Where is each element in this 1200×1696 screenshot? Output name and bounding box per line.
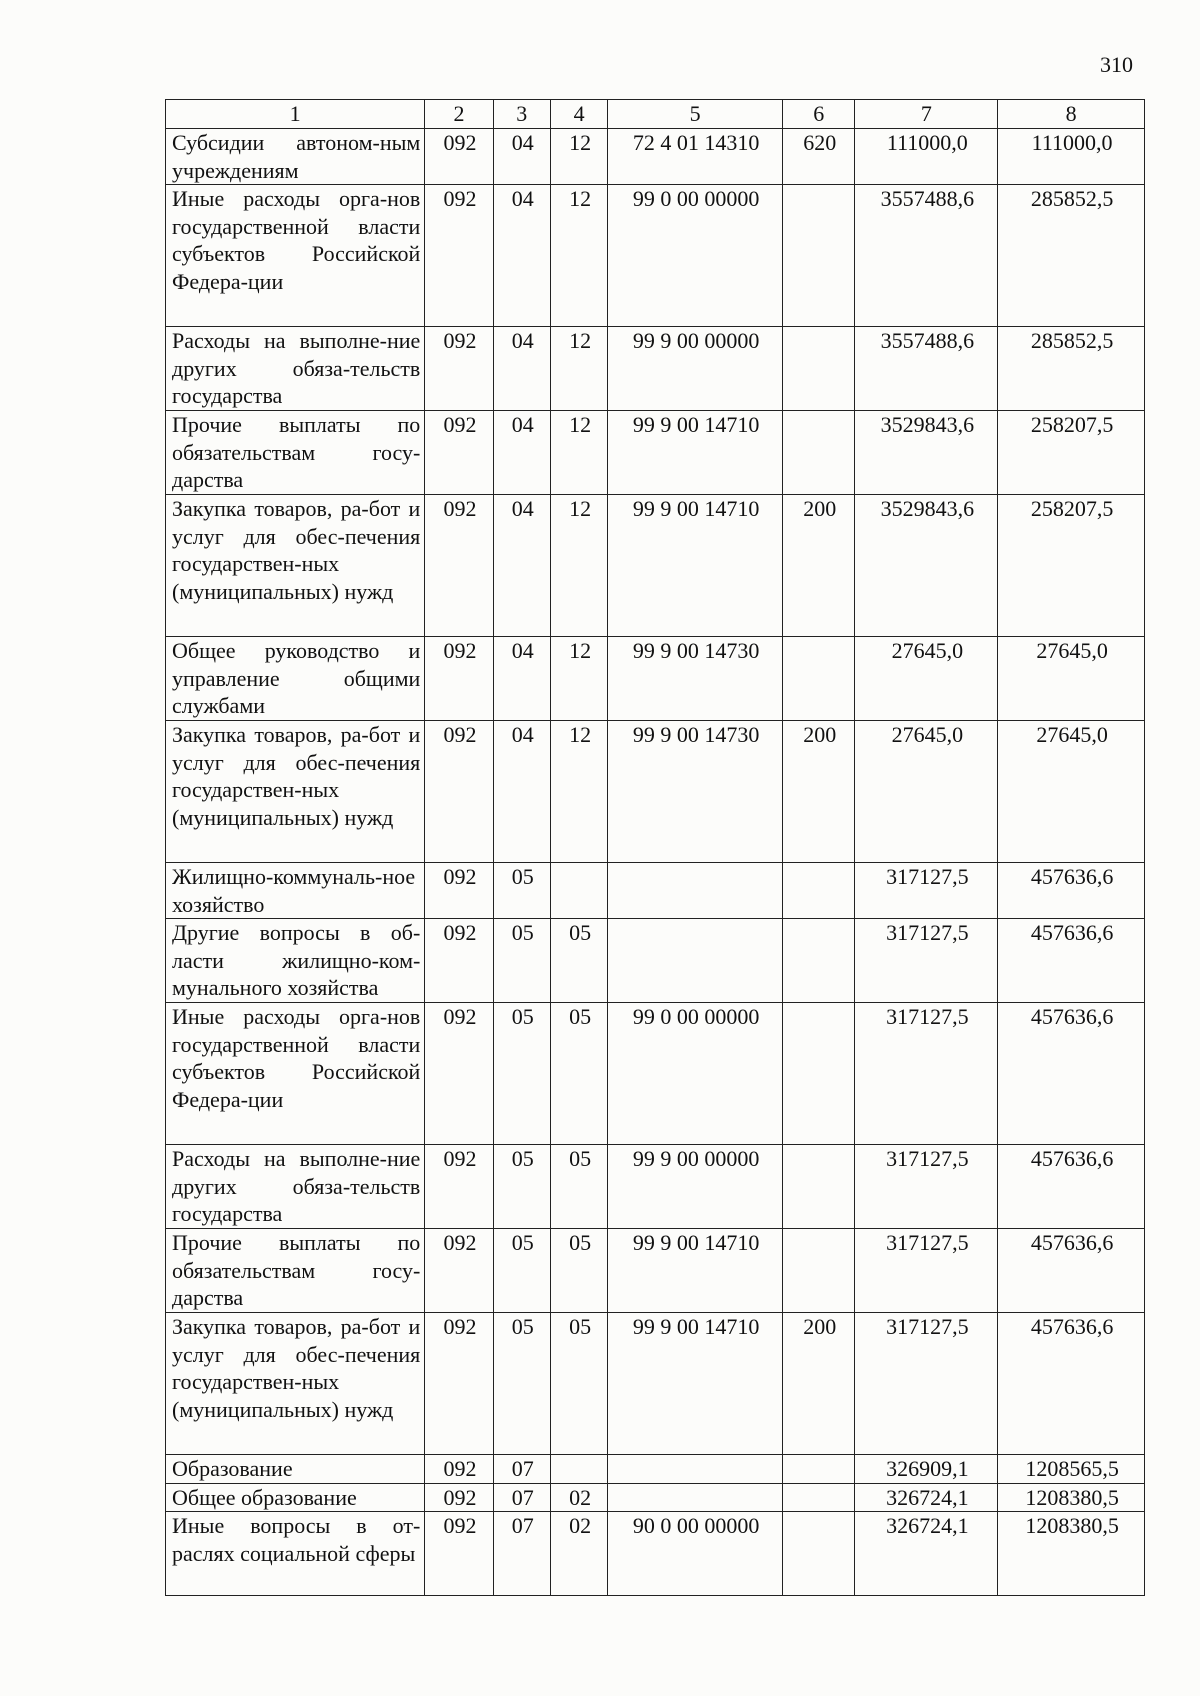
row-description: Закупка товаров, ра-бот и услуг для обес-печения государствен-ных (муниципальных) нужд xyxy=(166,495,425,637)
subsection-code: 05 xyxy=(550,919,607,1003)
target-article-code: 99 9 00 14710 xyxy=(608,1313,783,1455)
subsection-code: 05 xyxy=(550,1145,607,1229)
target-article-code: 99 9 00 14710 xyxy=(608,495,783,637)
table-row xyxy=(166,1512,1145,1596)
row-description: Образование xyxy=(166,1455,425,1484)
target-article-code: 99 0 00 00000 xyxy=(608,1003,783,1145)
section-code: 05 xyxy=(493,1229,550,1313)
department-code: 092 xyxy=(425,1145,493,1229)
row-description: Субсидии автоном-ным учреждениям xyxy=(166,129,425,185)
table-row xyxy=(166,1483,1145,1512)
target-article-code xyxy=(608,863,783,919)
expense-type-code xyxy=(783,327,855,411)
target-article-code xyxy=(608,1455,783,1484)
amount-col8: 1208565,5 xyxy=(998,1455,1145,1484)
table-row xyxy=(166,863,1145,919)
target-article-code: 72 4 01 14310 xyxy=(608,129,783,185)
table-row xyxy=(166,129,1145,185)
subsection-code: 12 xyxy=(550,129,607,185)
section-code: 04 xyxy=(493,411,550,495)
amount-col7: 326724,1 xyxy=(855,1512,998,1596)
target-article-code: 99 9 00 00000 xyxy=(608,1145,783,1229)
expense-type-code xyxy=(783,919,855,1003)
section-code: 07 xyxy=(493,1455,550,1484)
amount-col8: 457636,6 xyxy=(998,1229,1145,1313)
subsection-code xyxy=(550,863,607,919)
department-code: 092 xyxy=(425,1003,493,1145)
subsection-code: 02 xyxy=(550,1512,607,1596)
department-code: 092 xyxy=(425,411,493,495)
department-code: 092 xyxy=(425,1455,493,1484)
table-row xyxy=(166,411,1145,495)
row-description: Расходы на выполне-ние других обяза-тельств государства xyxy=(166,327,425,411)
section-code: 05 xyxy=(493,1145,550,1229)
department-code: 092 xyxy=(425,129,493,185)
expense-type-code: 200 xyxy=(783,495,855,637)
section-code: 04 xyxy=(493,327,550,411)
row-description: Прочие выплаты по обязательствам госу-дарства xyxy=(166,411,425,495)
amount-col7: 317127,5 xyxy=(855,863,998,919)
subsection-code: 12 xyxy=(550,721,607,863)
table-row xyxy=(166,1313,1145,1455)
amount-col8: 1208380,5 xyxy=(998,1512,1145,1596)
table-row xyxy=(166,1003,1145,1145)
subsection-code: 12 xyxy=(550,327,607,411)
amount-col8: 1208380,5 xyxy=(998,1483,1145,1512)
target-article-code: 90 0 00 00000 xyxy=(608,1512,783,1596)
expense-type-code xyxy=(783,1455,855,1484)
department-code: 092 xyxy=(425,1483,493,1512)
section-code: 05 xyxy=(493,919,550,1003)
row-description: Расходы на выполне-ние других обяза-тельств государства xyxy=(166,1145,425,1229)
expense-type-code: 620 xyxy=(783,129,855,185)
expense-type-code: 200 xyxy=(783,1313,855,1455)
budget-table xyxy=(165,99,1145,1596)
row-description: Закупка товаров, ра-бот и услуг для обес-печения государствен-ных (муниципальных) нужд xyxy=(166,1313,425,1455)
row-description: Общее образование xyxy=(166,1483,425,1512)
row-description: Иные расходы орга-нов государственной власти субъектов Российской Федера-ции xyxy=(166,1003,425,1145)
expense-type-code xyxy=(783,863,855,919)
amount-col7: 317127,5 xyxy=(855,1313,998,1455)
expense-type-code xyxy=(783,1229,855,1313)
subsection-code: 12 xyxy=(550,185,607,327)
table-row xyxy=(166,919,1145,1003)
section-code: 05 xyxy=(493,863,550,919)
column-header: 2 xyxy=(425,100,493,129)
target-article-code xyxy=(608,919,783,1003)
amount-col7: 317127,5 xyxy=(855,1003,998,1145)
target-article-code xyxy=(608,1483,783,1512)
amount-col7: 326724,1 xyxy=(855,1483,998,1512)
expense-type-code xyxy=(783,1145,855,1229)
column-header: 7 xyxy=(855,100,998,129)
amount-col8: 457636,6 xyxy=(998,1145,1145,1229)
table-row xyxy=(166,1145,1145,1229)
table-row xyxy=(166,637,1145,721)
department-code: 092 xyxy=(425,327,493,411)
row-description: Другие вопросы в об-ласти жилищно-ком-мунального хозяйства xyxy=(166,919,425,1003)
column-header: 5 xyxy=(608,100,783,129)
department-code: 092 xyxy=(425,185,493,327)
subsection-code xyxy=(550,1455,607,1484)
amount-col8: 258207,5 xyxy=(998,495,1145,637)
amount-col8: 27645,0 xyxy=(998,721,1145,863)
amount-col7: 326909,1 xyxy=(855,1455,998,1484)
expense-type-code xyxy=(783,637,855,721)
expense-type-code xyxy=(783,1483,855,1512)
expense-type-code xyxy=(783,1003,855,1145)
section-code: 05 xyxy=(493,1003,550,1145)
section-code: 05 xyxy=(493,1313,550,1455)
row-description: Общее руководство и управление общими службами xyxy=(166,637,425,721)
amount-col8: 285852,5 xyxy=(998,185,1145,327)
column-header: 1 xyxy=(166,100,425,129)
column-header: 6 xyxy=(783,100,855,129)
row-description: Иные вопросы в от-раслях социальной сферы xyxy=(166,1512,425,1596)
department-code: 092 xyxy=(425,919,493,1003)
department-code: 092 xyxy=(425,721,493,863)
table-row xyxy=(166,495,1145,637)
subsection-code: 02 xyxy=(550,1483,607,1512)
target-article-code: 99 9 00 00000 xyxy=(608,327,783,411)
section-code: 04 xyxy=(493,129,550,185)
target-article-code: 99 9 00 14730 xyxy=(608,721,783,863)
amount-col8: 457636,6 xyxy=(998,1313,1145,1455)
target-article-code: 99 9 00 14710 xyxy=(608,411,783,495)
section-code: 04 xyxy=(493,495,550,637)
header-row xyxy=(166,100,1145,129)
subsection-code: 05 xyxy=(550,1229,607,1313)
section-code: 07 xyxy=(493,1512,550,1596)
department-code: 092 xyxy=(425,1313,493,1455)
amount-col8: 111000,0 xyxy=(998,129,1145,185)
page-number: 310 xyxy=(1100,52,1133,77)
row-description: Жилищно-коммуналь-ное хозяйство xyxy=(166,863,425,919)
amount-col7: 27645,0 xyxy=(855,637,998,721)
amount-col7: 317127,5 xyxy=(855,919,998,1003)
expense-type-code xyxy=(783,1512,855,1596)
department-code: 092 xyxy=(425,1229,493,1313)
department-code: 092 xyxy=(425,1512,493,1596)
amount-col7: 317127,5 xyxy=(855,1229,998,1313)
amount-col7: 3529843,6 xyxy=(855,411,998,495)
column-header: 4 xyxy=(550,100,607,129)
amount-col8: 27645,0 xyxy=(998,637,1145,721)
row-description: Закупка товаров, ра-бот и услуг для обес-печения государствен-ных (муниципальных) нужд xyxy=(166,721,425,863)
amount-col7: 3557488,6 xyxy=(855,327,998,411)
amount-col8: 457636,6 xyxy=(998,1003,1145,1145)
section-code: 04 xyxy=(493,721,550,863)
section-code: 04 xyxy=(493,185,550,327)
table-row xyxy=(166,721,1145,863)
amount-col7: 3557488,6 xyxy=(855,185,998,327)
subsection-code: 12 xyxy=(550,637,607,721)
target-article-code: 99 9 00 14730 xyxy=(608,637,783,721)
table-row xyxy=(166,327,1145,411)
subsection-code: 05 xyxy=(550,1003,607,1145)
subsection-code: 12 xyxy=(550,495,607,637)
expense-type-code: 200 xyxy=(783,721,855,863)
amount-col7: 27645,0 xyxy=(855,721,998,863)
amount-col7: 111000,0 xyxy=(855,129,998,185)
section-code: 07 xyxy=(493,1483,550,1512)
amount-col7: 317127,5 xyxy=(855,1145,998,1229)
department-code: 092 xyxy=(425,637,493,721)
target-article-code: 99 0 00 00000 xyxy=(608,185,783,327)
amount-col8: 457636,6 xyxy=(998,919,1145,1003)
subsection-code: 12 xyxy=(550,411,607,495)
row-description: Иные расходы орга-нов государственной власти субъектов Российской Федера-ции xyxy=(166,185,425,327)
column-header: 3 xyxy=(493,100,550,129)
subsection-code: 05 xyxy=(550,1313,607,1455)
department-code: 092 xyxy=(425,863,493,919)
column-header: 8 xyxy=(998,100,1145,129)
table-row xyxy=(166,185,1145,327)
expense-type-code xyxy=(783,411,855,495)
amount-col8: 457636,6 xyxy=(998,863,1145,919)
table-row xyxy=(166,1455,1145,1484)
amount-col8: 258207,5 xyxy=(998,411,1145,495)
section-code: 04 xyxy=(493,637,550,721)
expense-type-code xyxy=(783,185,855,327)
row-description: Прочие выплаты по обязательствам госу-дарства xyxy=(166,1229,425,1313)
table-row xyxy=(166,1229,1145,1313)
target-article-code: 99 9 00 14710 xyxy=(608,1229,783,1313)
amount-col7: 3529843,6 xyxy=(855,495,998,637)
department-code: 092 xyxy=(425,495,493,637)
amount-col8: 285852,5 xyxy=(998,327,1145,411)
